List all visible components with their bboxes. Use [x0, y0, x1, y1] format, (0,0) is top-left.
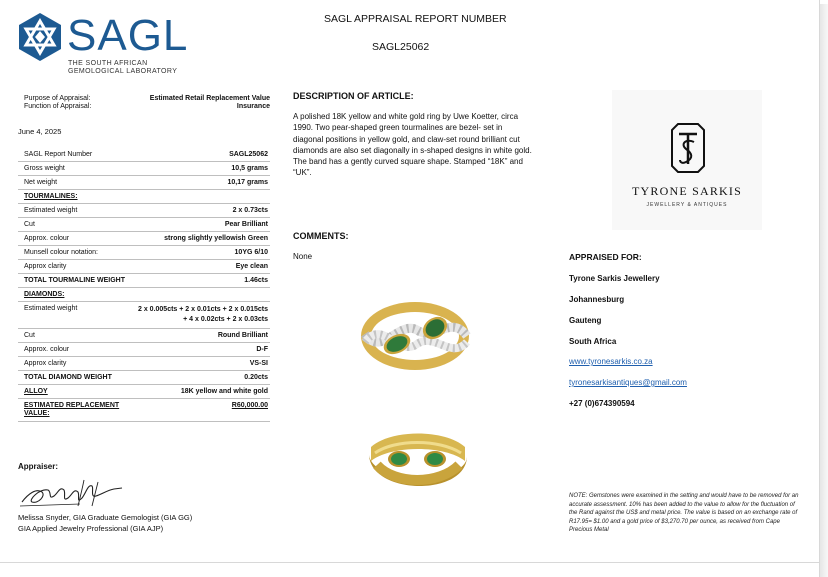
- spec-label: SAGL Report Number: [24, 151, 93, 158]
- sagl-logo: [17, 12, 207, 78]
- ts-monogram-icon: [670, 122, 706, 174]
- logo-subtitle-line: GEMOLOGICAL LABORATORY: [68, 68, 178, 75]
- appraised-for-heading: APPRAISED FOR:: [569, 252, 642, 262]
- spec-value: 0.20cts: [244, 374, 268, 381]
- spec-value: 2 x 0.73cts: [232, 207, 268, 214]
- valuation-note: NOTE: Gemstones were examined in the setting and would have to be removed for an accurate assessment. 10% has been added to the value to allow for the fluctuation of the Rand against the US$ and metal price. The value is based on an exchange rate of R17.95= $1.00 and a gold price of $3,270.70 per ounce, as received from Cape Precious Metal: [569, 493, 799, 534]
- purpose-block: [18, 95, 270, 111]
- appraiser-name: Melissa Snyder, GIA Graduate Gemologist (GIA GG): [18, 513, 193, 522]
- spec-value: R60,000.00: [231, 402, 268, 409]
- client-website-link[interactable]: www.tyronesarkis.co.za: [569, 357, 653, 366]
- spec-row: [18, 357, 270, 371]
- logo-wordmark: SAGL: [67, 11, 189, 60]
- ring-photo-top: [355, 288, 477, 384]
- report-date: June 4, 2025: [18, 127, 62, 136]
- client-email-link[interactable]: tyronesarkisantiques@gmail.com: [569, 378, 687, 387]
- spec-label: Cut: [24, 221, 35, 228]
- function-value: Insurance: [236, 103, 270, 110]
- comments-text: None: [293, 252, 313, 261]
- spec-value: Pear Brilliant: [224, 221, 268, 228]
- function-label: Function of Appraisal:: [24, 103, 92, 110]
- brand-tagline: JEWELLERY & ANTIQUES: [646, 202, 728, 208]
- ring-photo-bottom: [361, 425, 475, 507]
- spec-label: Estimated weight: [24, 207, 78, 214]
- spec-row: [18, 218, 270, 232]
- spec-value: 1.46cts: [244, 277, 268, 284]
- spec-row: [18, 274, 270, 288]
- purpose-value: Estimated Retail Replacement Value: [149, 95, 270, 102]
- spec-label: TOTAL TOURMALINE WEIGHT: [24, 277, 125, 284]
- spec-row: [18, 288, 270, 302]
- logo-subtitle: [68, 60, 177, 76]
- brand-name: TYRONE SARKIS: [632, 184, 742, 198]
- spec-label: ALLOY: [24, 388, 48, 395]
- spec-value: 10,5 grams: [231, 165, 268, 172]
- spec-label: ESTIMATED REPLACEMENT VALUE:: [24, 402, 120, 417]
- spec-label: Net weight: [24, 179, 58, 186]
- logo-subtitle-line: THE SOUTH AFRICAN: [68, 60, 148, 67]
- spec-row: [18, 176, 270, 190]
- description-text: A polished 18K yellow and white gold ring by Uwe Koetter, circa 1990. Two pear-shaped green tourmalines are bezel- set in diagonal positions in yellow gold, and claw-set round brilliant cut diamonds are also set diagonally in s-shaped designs in white gold. The band has a gently curved square shape. Stamped “18K” and “UK”.: [293, 112, 532, 178]
- spec-label: Approx clarity: [24, 360, 67, 367]
- client-name: Tyrone Sarkis Jewellery: [569, 274, 660, 283]
- function-row: [18, 103, 270, 111]
- report-number: SAGL25062: [372, 41, 430, 53]
- description-heading: DESCRIPTION OF ARTICLE:: [293, 91, 414, 101]
- spec-row: [18, 148, 270, 162]
- appraiser-credential: GIA Applied Jewelry Professional (GIA AJP): [18, 524, 164, 533]
- signature-image: [18, 476, 128, 512]
- spec-value: Eye clean: [235, 263, 268, 270]
- spec-value: 10,17 grams: [227, 179, 268, 186]
- spec-row: [18, 385, 270, 399]
- specification-table: [18, 148, 270, 422]
- spec-value: Round Brilliant: [217, 332, 268, 339]
- spec-value: SAGL25062: [229, 151, 268, 158]
- spec-label: DIAMONDS:: [24, 291, 65, 298]
- sagl-hexagon-icon: [17, 12, 63, 62]
- client-city: Johannesburg: [569, 295, 625, 304]
- spec-label: Munsell colour notation:: [24, 249, 98, 256]
- spec-row: [18, 302, 270, 329]
- spec-row: [18, 260, 270, 274]
- spec-label: Gross weight: [24, 165, 65, 172]
- spec-row: [18, 343, 270, 357]
- spec-label: Approx clarity: [24, 263, 67, 270]
- spec-value: VS-SI: [249, 360, 268, 367]
- spec-row: [18, 371, 270, 385]
- spec-row: [18, 204, 270, 218]
- report-title: SAGL APPRAISAL REPORT NUMBER: [324, 13, 507, 25]
- spec-label: TOURMALINES:: [24, 193, 78, 200]
- appraiser-label: Appraiser:: [18, 462, 59, 471]
- spec-label: Approx. colour: [24, 346, 70, 353]
- purpose-row: [18, 95, 270, 103]
- page-shadow: [820, 4, 828, 577]
- purpose-label: Purpose of Appraisal:: [24, 95, 91, 102]
- spec-label: Approx. colour: [24, 235, 70, 242]
- page-edge: [0, 562, 819, 563]
- tyrone-sarkis-logo: [612, 90, 762, 230]
- spec-value: 2 x 0.005cts + 2 x 0.01cts + 2 x 0.015cts + 4 x 0.02cts + 2 x 0.03cts: [138, 306, 268, 323]
- comments-heading: COMMENTS:: [293, 231, 349, 241]
- spec-row: [18, 329, 270, 343]
- client-phone: +27 (0)674390594: [569, 399, 635, 408]
- spec-row: [18, 246, 270, 260]
- spec-value: strong slightly yellowish Green: [164, 235, 268, 242]
- spec-row: [18, 190, 270, 204]
- spec-value: 10YG 6/10: [234, 249, 268, 256]
- spec-row: [18, 232, 270, 246]
- spec-value: 18K yellow and white gold: [180, 388, 268, 395]
- spec-row: [18, 162, 270, 176]
- client-province: Gauteng: [569, 316, 602, 325]
- spec-label: TOTAL DIAMOND WEIGHT: [24, 374, 112, 381]
- spec-label: Cut: [24, 332, 35, 339]
- spec-row: [18, 399, 270, 422]
- spec-value: D-F: [256, 346, 268, 353]
- client-country: South Africa: [569, 337, 617, 346]
- spec-label: Estimated weight: [24, 305, 78, 312]
